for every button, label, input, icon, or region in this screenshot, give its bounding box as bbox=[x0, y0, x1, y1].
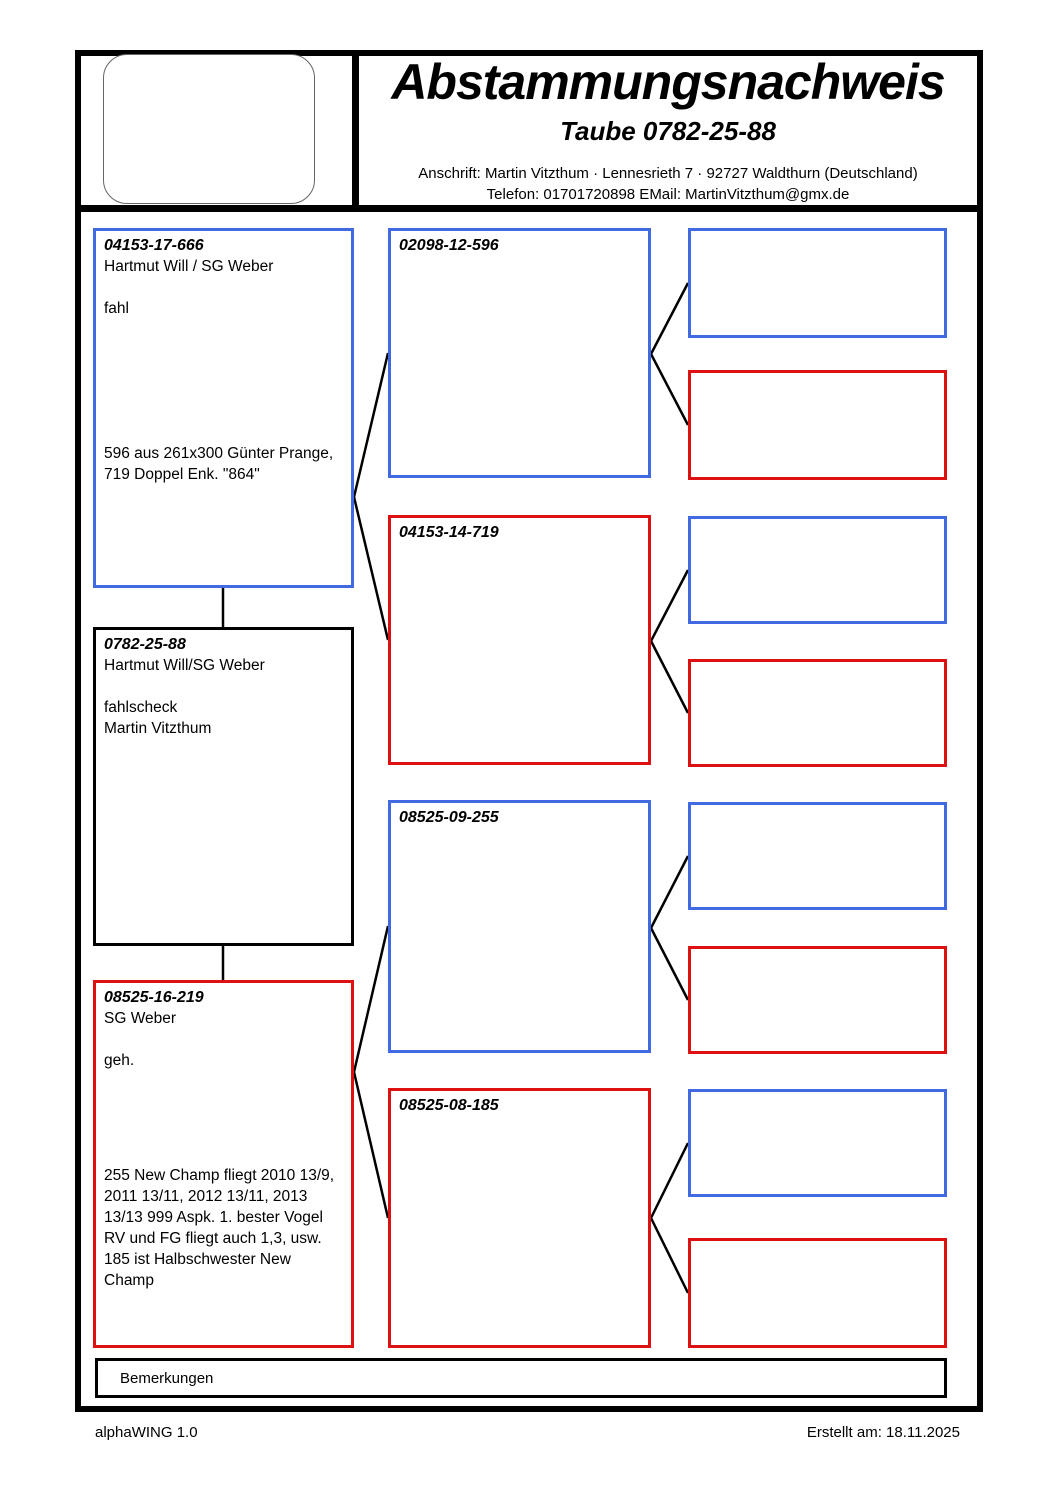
great-grandparent-box-3 bbox=[688, 516, 947, 624]
document-title: Abstammungsnachweis bbox=[391, 54, 945, 110]
father-color: fahl bbox=[104, 300, 129, 317]
mother-breeder: SG Weber bbox=[104, 1010, 177, 1027]
maternal-grandfather-ring-number: 08525-09-255 bbox=[399, 809, 499, 826]
remarks-label: Bemerkungen bbox=[120, 1369, 214, 1387]
great-grandparent-box-4 bbox=[688, 659, 947, 767]
maternal-grandfather-box bbox=[388, 800, 651, 1053]
great-grandparent-box-6 bbox=[688, 946, 947, 1054]
maternal-grandmother-ring-number: 08525-08-185 bbox=[399, 1097, 499, 1114]
great-grandparent-box-2 bbox=[688, 370, 947, 480]
header bbox=[360, 56, 976, 205]
great-grandparent-box-7 bbox=[688, 1089, 947, 1197]
paternal-grandfather-box bbox=[388, 228, 651, 478]
owner-address-line: Anschrift: Martin Vitzthum · Lennesrieth 7 · 92727 Waldthurn (Deutschland) bbox=[418, 165, 918, 182]
maternal-grandmother-box bbox=[388, 1088, 651, 1348]
great-grandparent-box-8 bbox=[688, 1238, 947, 1348]
owner-contact-line: Telefon: 01701720898 EMail: MartinVitzthum@gmx.de bbox=[486, 186, 850, 203]
spacer-line bbox=[104, 277, 343, 298]
mother-box bbox=[93, 980, 354, 1348]
subject-box bbox=[93, 627, 354, 946]
subject-breeder: Hartmut Will/SG Weber bbox=[104, 657, 265, 674]
paternal-grandfather-ring-number: 02098-12-596 bbox=[399, 237, 499, 254]
remarks-box bbox=[95, 1358, 947, 1398]
paternal-grandmother-ring-number: 04153-14-719 bbox=[399, 524, 499, 541]
father-box bbox=[93, 228, 354, 588]
great-grandparent-box-1 bbox=[688, 228, 947, 338]
document-subtitle: Taube 0782-25-88 bbox=[560, 116, 776, 146]
subject-color: fahlscheck bbox=[104, 699, 178, 716]
app-version-label: alphaWING 1.0 bbox=[95, 1424, 198, 1441]
mother-note: 255 New Champ fliegt 2010 13/9, 2011 13/11, 2012 13/11, 2013 13/13 999 Aspk. 1. bester Vogel RV und FG fliegt auch 1,3, usw. 185 ist Halbschwester New Champ bbox=[104, 1167, 335, 1289]
father-ring-number: 04153-17-666 bbox=[104, 237, 204, 254]
spacer-line bbox=[104, 1029, 343, 1050]
mother-ring-number: 08525-16-219 bbox=[104, 989, 204, 1006]
father-breeder: Hartmut Will / SG Weber bbox=[104, 258, 274, 275]
spacer-line bbox=[104, 676, 343, 697]
header-horizontal-divider bbox=[75, 205, 983, 212]
paternal-grandmother-box bbox=[388, 515, 651, 765]
great-grandparent-box-5 bbox=[688, 802, 947, 910]
subject-ring-number: 0782-25-88 bbox=[104, 636, 186, 653]
subject-owner: Martin Vitzthum bbox=[104, 720, 212, 737]
logo-placeholder bbox=[103, 54, 315, 204]
header-vertical-divider bbox=[352, 50, 359, 210]
father-note: 596 aus 261x300 Günter Prange, 719 Doppel Enk. "864" bbox=[104, 445, 334, 483]
mother-color: geh. bbox=[104, 1052, 135, 1069]
created-date-label: Erstellt am: 18.11.2025 bbox=[806, 1424, 960, 1441]
